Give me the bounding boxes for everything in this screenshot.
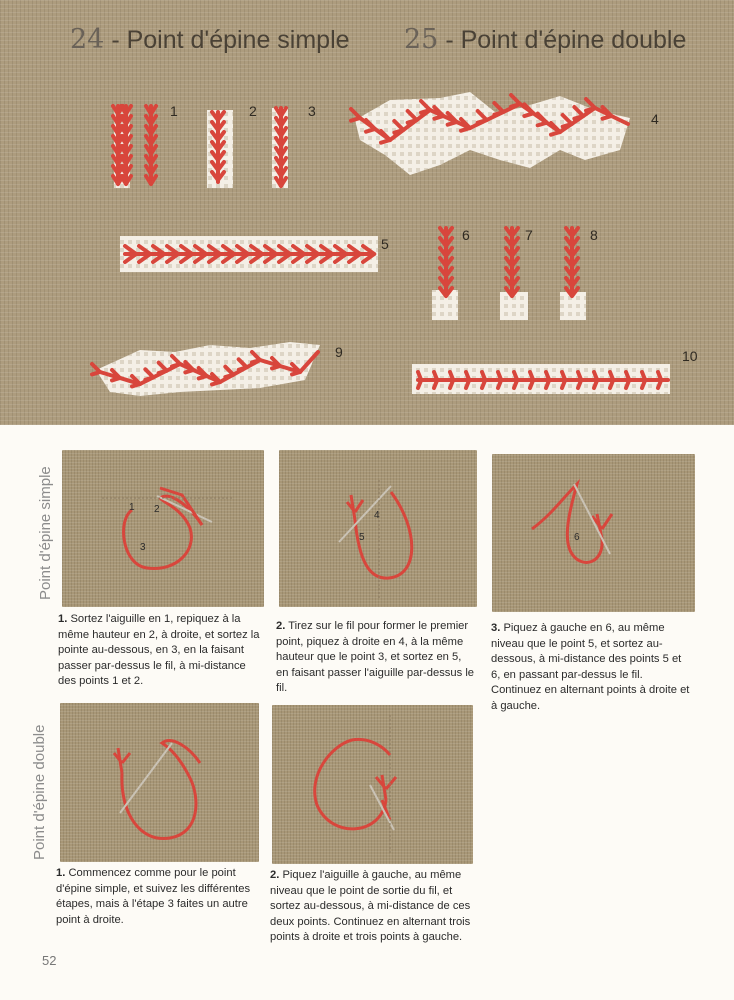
stitch (212, 382, 220, 384)
step-caption-simple-2: 2. Tirez sur le fil pour former le premier point, piquez à droite en 4, à la même hauteur que le point 3, et sortez en 5, en faisant passer l'aiguille par-dessus le fil. (276, 620, 475, 695)
step-photo-double-2 (272, 705, 473, 864)
step-point-label: 6 (574, 532, 580, 543)
step-photo-simple-2 (279, 450, 477, 607)
stitch (185, 370, 193, 372)
sample-number: 6 (462, 227, 470, 243)
stitch (524, 113, 533, 116)
stitch (292, 372, 300, 374)
sample-number: 10 (682, 348, 698, 364)
sample-number: 2 (249, 103, 257, 119)
sample-number: 7 (525, 227, 533, 243)
sample-number: 1 (170, 103, 178, 119)
stitch (252, 360, 260, 362)
sample-number: 5 (381, 236, 389, 252)
stitch (511, 104, 520, 107)
stitch (112, 378, 120, 380)
stitch (563, 124, 572, 127)
title-point-epine-simple (70, 24, 350, 55)
stitch-samples (0, 0, 734, 425)
title-text: - Point d'épine double (445, 26, 687, 54)
stitch (132, 384, 140, 386)
stitch (574, 116, 583, 119)
step-photo-simple-1 (62, 450, 264, 607)
step-point-label: 2 (154, 504, 160, 515)
stitch (461, 128, 470, 131)
step-photo-double-1 (60, 703, 259, 862)
step-point-label: 1 (129, 502, 135, 513)
stitch (159, 371, 167, 373)
step-photo-simple-3 (492, 454, 695, 612)
stitch (145, 377, 153, 379)
stitch (538, 123, 547, 126)
step-caption-double-1: 1. Commencez comme pour le point d'épine simple, et suivez les différentes étapes, mais à l'étape 3 faites un autre point à droite. (56, 867, 251, 926)
side-label-simple: Point d'épine simple (37, 466, 54, 600)
stitch (394, 130, 403, 133)
stitch (494, 112, 503, 115)
stitch (408, 120, 417, 123)
stitch (586, 108, 595, 111)
stitch (239, 367, 247, 369)
stitch (351, 118, 360, 121)
stitch (172, 364, 180, 366)
page-number: 52 (42, 953, 57, 968)
step-caption-simple-1: 1. Sortez l'aiguille en 1, repiquez à la même hauteur en 2, à droite, et sortez la pointe au-dessous, en 3, en la faisant passer par-dessus le fil, à mi-distance des points 1 et 2. (58, 613, 260, 688)
step-point-label: 5 (359, 532, 365, 543)
side-label-double: Point d'épine double (31, 724, 48, 860)
step-point-label: 4 (374, 510, 380, 521)
sample-number: 4 (651, 111, 659, 127)
step-caption-simple-3: 3. Piquez à gauche en 6, au même niveau que le point 5, et sortez au-dessous, à mi-distance des points 5 et 6, en passant par-dessus le fil. Continuez en alternant points à droite et à gauche. (491, 622, 690, 712)
sample-number: 8 (590, 227, 598, 243)
title-number: 25 (404, 24, 439, 55)
title-text: - Point d'épine simple (111, 26, 350, 54)
stitch (225, 375, 233, 377)
stitch (478, 120, 487, 123)
stitch (421, 110, 430, 113)
sampler-photo (0, 0, 734, 425)
step-point-label: 3 (140, 542, 146, 553)
sample-number: 3 (308, 103, 316, 119)
title-point-epine-double (404, 24, 686, 55)
stitch (448, 122, 457, 125)
stitch (92, 372, 100, 374)
stitch (366, 129, 375, 132)
stitch (434, 116, 443, 119)
title-number: 24 (70, 24, 105, 55)
stitch (199, 376, 207, 378)
step-caption-double-2: 2. Piquez l'aiguille à gauche, au même niveau que le point de sortie du fil, et sortez au-dessous, à mi-distance de ces deux points. Continuez en alternant trois points à droite et trois points à gauche. (270, 869, 471, 944)
stitch (381, 140, 390, 143)
sample-number: 9 (335, 344, 343, 360)
stitch (551, 132, 560, 135)
stitch (272, 366, 280, 368)
stitch (603, 116, 612, 119)
